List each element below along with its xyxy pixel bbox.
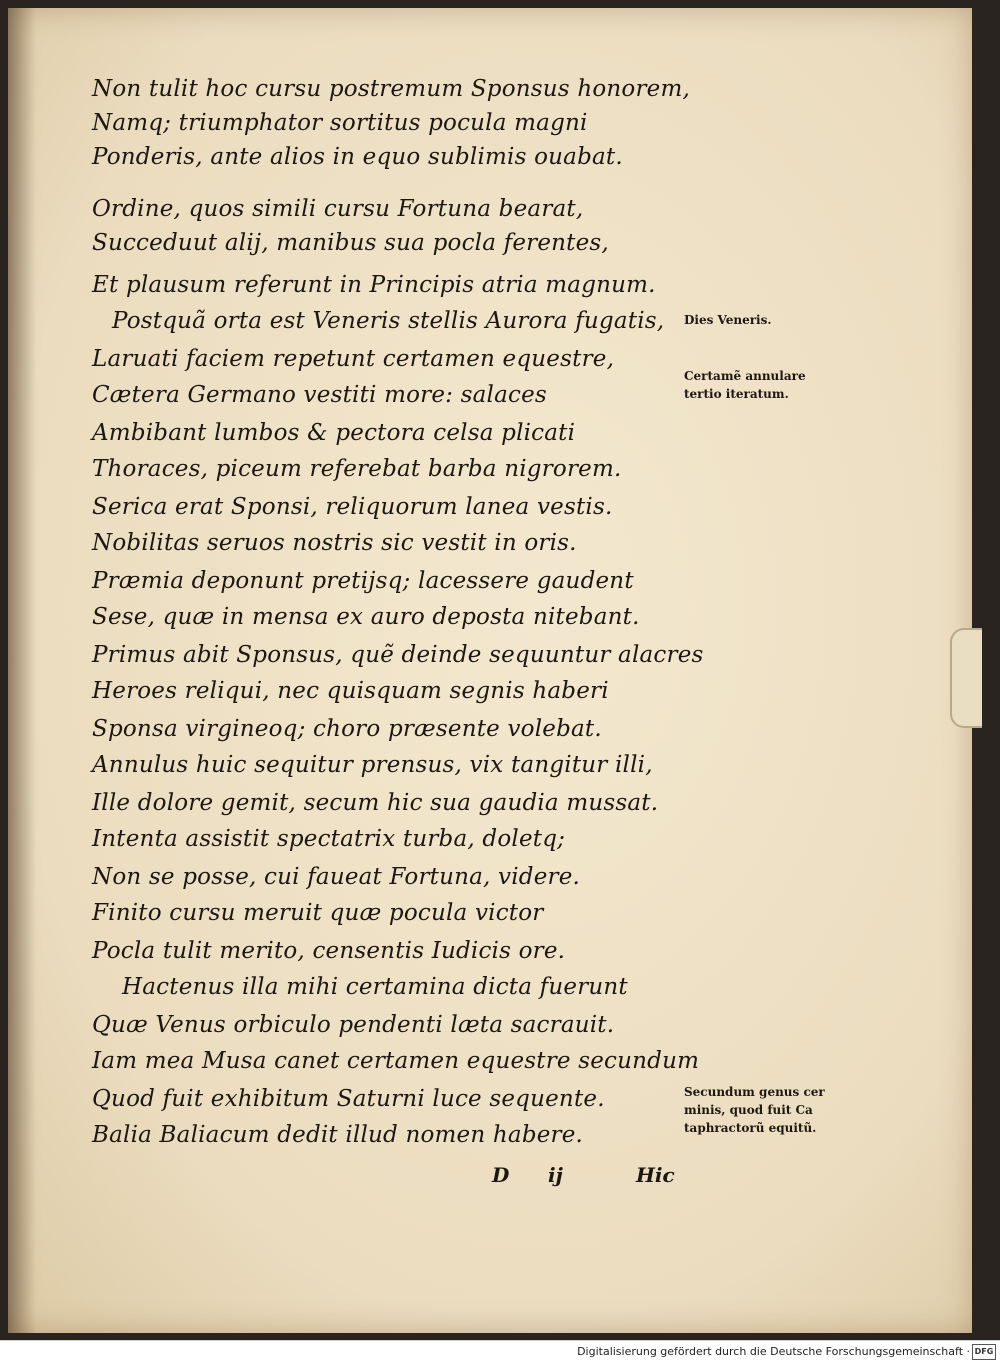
dfg-logo-icon: DFG [972, 1344, 996, 1360]
poem-line: Finito cursu meruit quæ pocula victor [92, 900, 544, 926]
margin-note-secundum-line3: taphractorũ equitũ. [684, 1121, 817, 1135]
poem-line: Cætera Germano vestiti more: salaces [92, 382, 547, 408]
signature-mark: D [492, 1163, 510, 1187]
page-gutter-shadow [8, 8, 36, 1333]
footer-credit: Digitalisierung gefördert durch die Deutsche Forschungsgemeinschaft · [577, 1345, 970, 1358]
margin-note-dies-veneris: Dies Veneris. [684, 313, 772, 327]
poem-line: Et plausum referunt in Principis atria magnum. [92, 272, 656, 298]
digitization-footer [0, 1340, 1000, 1364]
poem-line: Heroes reliqui, nec quisquam segnis haberi [92, 678, 609, 704]
poem-line: Præmia deponunt pretijsq; lacessere gaudent [92, 568, 634, 594]
poem-line: Thoraces, piceum referebat barba nigrorem. [92, 456, 622, 482]
poem-line: Annulus huic sequitur prensus, vix tangitur illi, [92, 752, 653, 778]
poem-line: Primus abit Sponsus, quẽ deinde sequuntur alacres [92, 642, 704, 668]
poem-line: Postquã orta est Veneris stellis Aurora fugatis, [112, 308, 665, 334]
page-tab-marker [950, 628, 982, 728]
signature-number: ij [548, 1163, 563, 1187]
poem-line: Hactenus illa mihi certamina dicta fuerunt [122, 974, 628, 1000]
poem-line: Quæ Venus orbiculo pendenti læta sacrauit. [92, 1012, 615, 1038]
poem-line: Intenta assistit spectatrix turba, doletq; [92, 826, 566, 852]
poem-line: Ordine, quos simili cursu Fortuna bearat, [92, 196, 584, 222]
poem-line: Serica erat Sponsi, reliquorum lanea vestis. [92, 494, 613, 520]
poem-line: Sponsa virgineoq; choro præsente volebat. [92, 716, 602, 742]
margin-note-certamen-line2: tertio iteratum. [684, 387, 789, 401]
poem-line: Quod fuit exhibitum Saturni luce sequente. [92, 1086, 605, 1112]
poem-line: Balia Baliacum dedit illud nomen habere. [92, 1122, 584, 1148]
margin-note-certamen-line1: Certamẽ annulare [684, 369, 806, 383]
poem-line: Ille dolore gemit, secum hic sua gaudia mussat. [92, 790, 659, 816]
poem-line: Nobilitas seruos nostris sic vestit in oris. [92, 530, 577, 556]
poem-line: Ambibant lumbos & pectora celsa plicati [92, 420, 576, 446]
poem-line: Ponderis, ante alios in equo sublimis ouabat. [92, 144, 623, 170]
poem-line: Sese, quæ in mensa ex auro deposta nitebant. [92, 604, 640, 630]
poem-line: Iam mea Musa canet certamen equestre secundum [92, 1048, 700, 1074]
poem-line: Laruati faciem repetunt certamen equestre, [92, 346, 615, 372]
poem-line: Non se posse, cui faueat Fortuna, videre. [92, 864, 581, 890]
poem-line: Pocla tulit merito, censentis Iudicis ore. [92, 938, 566, 964]
poem-line: Succeduut alij, manibus sua pocla ferentes, [92, 230, 609, 256]
poem-line: Non tulit hoc cursu postremum Sponsus honorem, [92, 76, 690, 102]
catchword: Hic [636, 1163, 675, 1187]
poem-line: Namq; triumphator sortitus pocula magni [92, 110, 588, 136]
margin-note-secundum-line1: Secundum genus cer [684, 1085, 825, 1099]
margin-note-secundum-line2: minis, quod fuit Ca [684, 1103, 813, 1117]
